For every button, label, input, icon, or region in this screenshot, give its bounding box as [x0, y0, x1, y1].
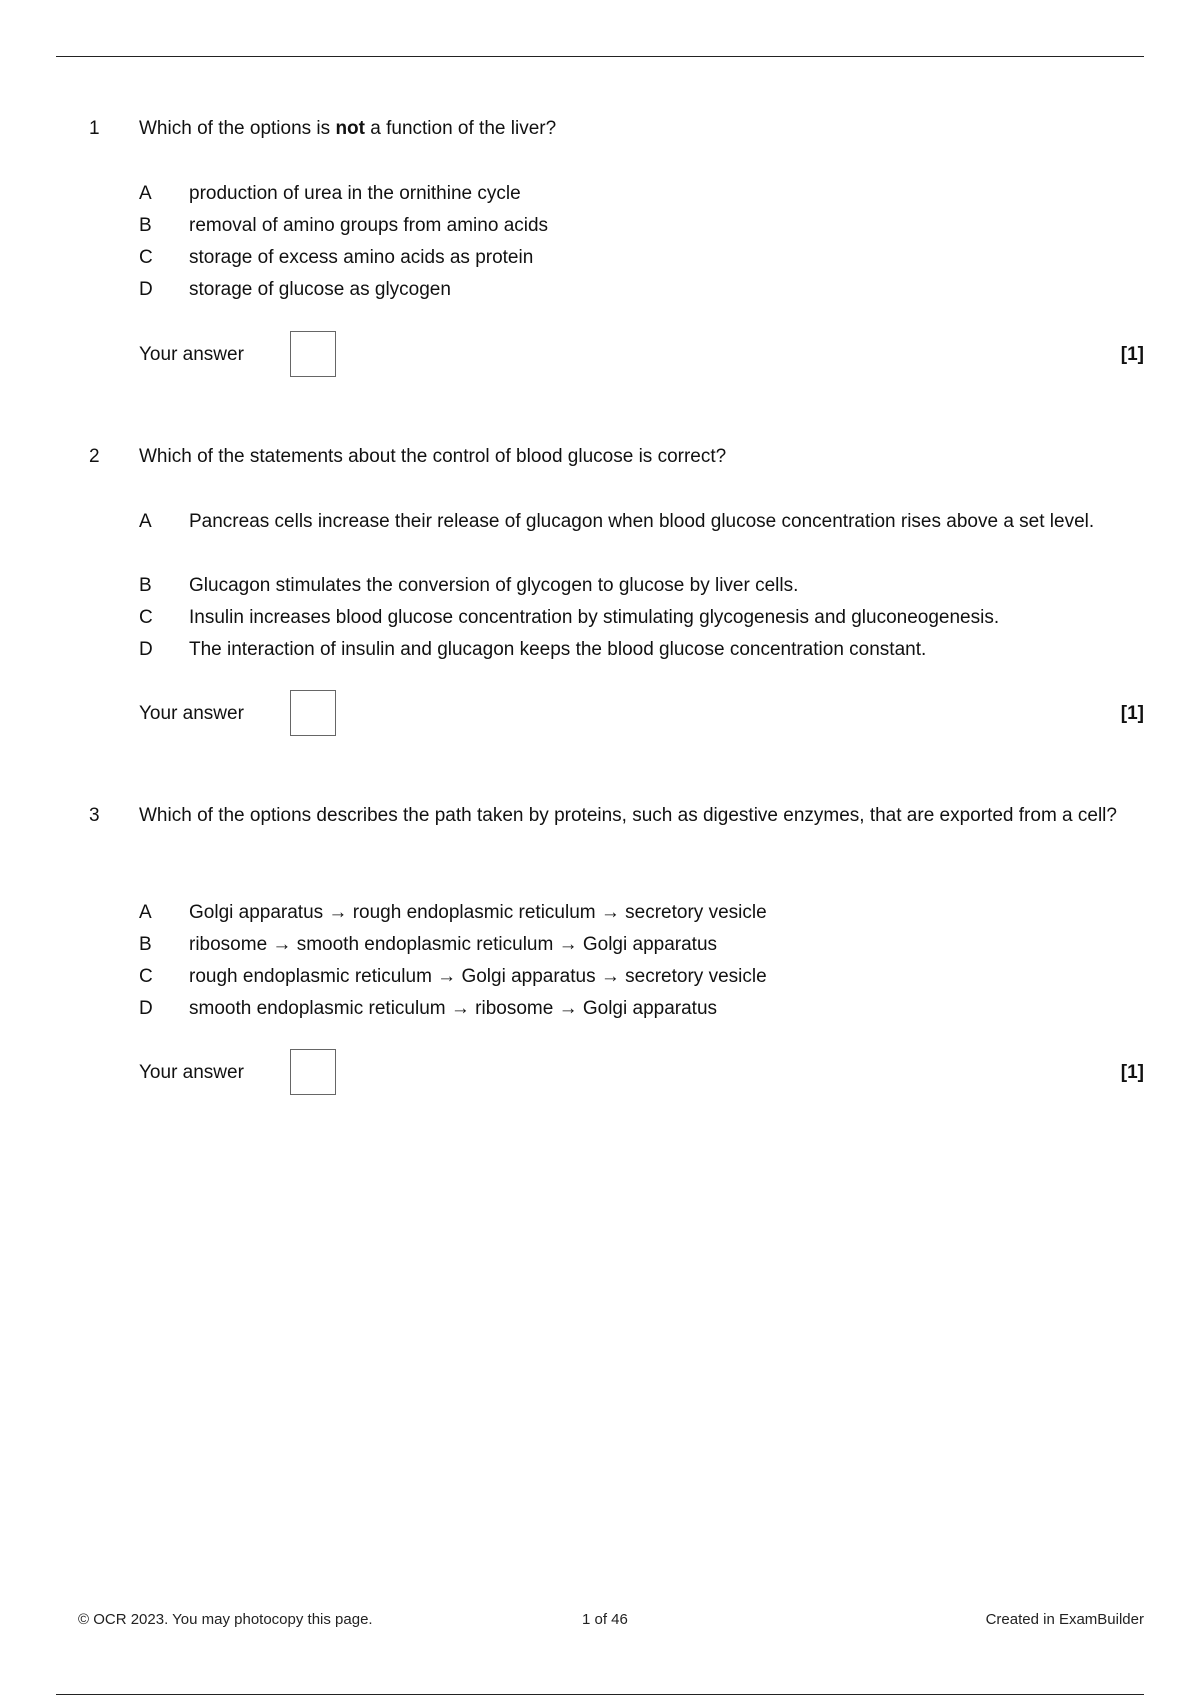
option-letter: D [139, 279, 153, 300]
option-letter: B [139, 934, 152, 955]
answer-label: Your answer [139, 1062, 244, 1083]
question-stem [139, 113, 1139, 145]
option-text: Glucagon stimulates the conversion of glycogen to glucose by liver cells. [189, 575, 799, 596]
option-letter: A [139, 183, 152, 204]
footer-creator: Created in ExamBuilder [985, 1611, 1144, 1628]
question-number: 2 [89, 446, 100, 467]
option-text: rough endoplasmic reticulum → Golgi apparatus → secretory vesicle [189, 966, 767, 987]
option-text: Pancreas cells increase their release of glucagon when blood glucose concentration rises above a set level. [189, 511, 1095, 532]
option-text: smooth endoplasmic reticulum → ribosome → Golgi apparatus [189, 998, 718, 1019]
answer-box-2[interactable] [290, 690, 336, 736]
option-text: removal of amino groups from amino acids [189, 215, 549, 236]
option-letter: B [139, 215, 152, 236]
question-number: 3 [89, 805, 100, 826]
answer-label: Your answer [139, 344, 244, 365]
option-text: Insulin increases blood glucose concentration by stimulating glycogenesis and gluconeogenesis. [189, 607, 1000, 628]
question-stem-after: a function of the liver? [364, 118, 557, 139]
top-rule [56, 56, 1144, 57]
footer-copyright: © OCR 2023. You may photocopy this page. [78, 1611, 373, 1628]
option-letter: B [139, 575, 152, 596]
marks: [1] [1120, 1062, 1144, 1083]
question-stem: Which of the options describes the path taken by proteins, such as digestive enzymes, that are exported from a cell? [139, 805, 1117, 826]
question-stem-before: Which of the options is [139, 118, 336, 139]
question-number: 1 [89, 118, 100, 139]
marks: [1] [1120, 703, 1144, 724]
answer-box-1[interactable] [290, 331, 336, 377]
option-letter: C [139, 247, 153, 268]
option-text: ribosome → smooth endoplasmic reticulum → Golgi apparatus [189, 934, 718, 955]
bottom-rule [56, 1694, 1144, 1695]
option-text: storage of excess amino acids as protein [189, 247, 534, 268]
footer-page-number: 1 of 46 [582, 1611, 628, 1628]
option-text: storage of glucose as glycogen [189, 279, 451, 300]
option-text: The interaction of insulin and glucagon keeps the blood glucose concentration constant. [189, 639, 927, 660]
option-letter: C [139, 607, 153, 628]
option-letter: D [139, 639, 153, 660]
question-stem-emphasis: not [335, 118, 365, 139]
question-stem: Which of the statements about the control of blood glucose is correct? [139, 446, 727, 467]
answer-row-3 [0, 1048, 1200, 1098]
option-text: production of urea in the ornithine cycle [189, 183, 521, 204]
option-letter: A [139, 902, 152, 923]
option-letter: A [139, 511, 152, 532]
answer-row-2 [0, 689, 1200, 739]
option-letter: D [139, 998, 153, 1019]
option-text: Golgi apparatus → rough endoplasmic reticulum → secretory vesicle [189, 902, 767, 923]
answer-label: Your answer [139, 703, 244, 724]
option-letter: C [139, 966, 153, 987]
answer-row-1 [0, 330, 1200, 380]
marks: [1] [1120, 344, 1144, 365]
answer-box-3[interactable] [290, 1049, 336, 1095]
